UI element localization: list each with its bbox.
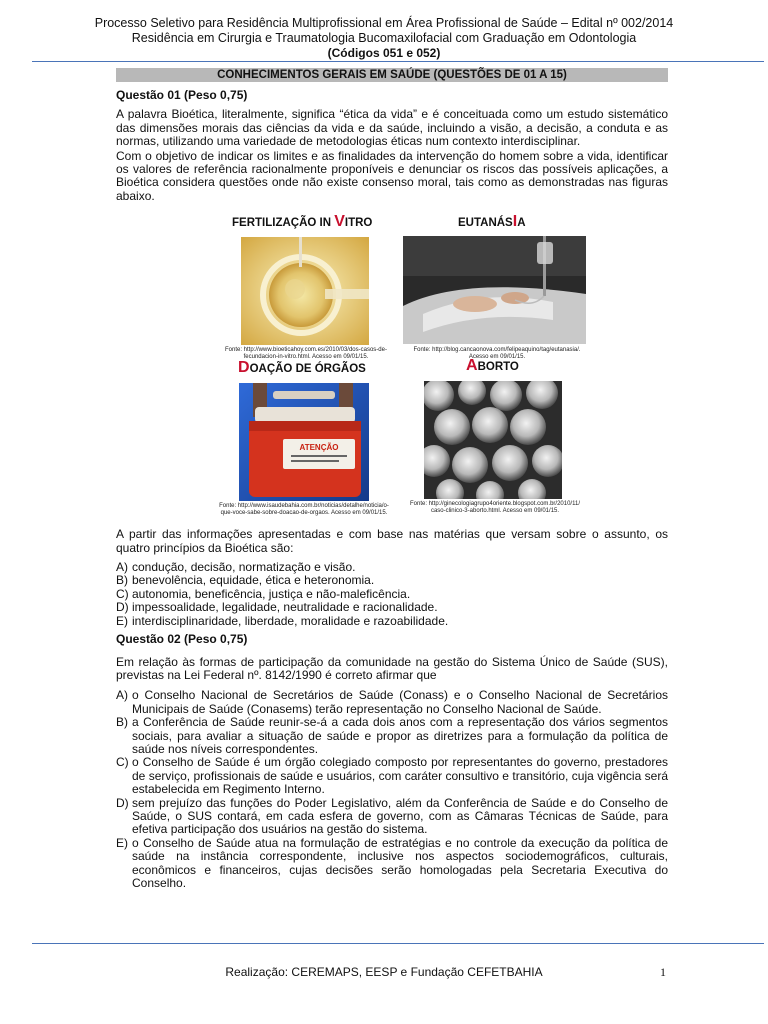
- header-line-3: (Códigos 051 e 052): [327, 46, 441, 60]
- question-1-option-c[interactable]: C) autonomia, beneficência, justiça e não-maleficência.: [116, 586, 411, 601]
- page-content: [116, 68, 668, 890]
- bioethics-figures: [116, 211, 668, 522]
- question-2-option-b[interactable]: B) a Conferência de Saúde reunir-se-á a cada dois anos com a representação dos vários segmentos sociais, para avaliar a situação de saúde e propor as diretrizes para a formulação da política de saúde nos níveis correspondentes.: [116, 715, 668, 756]
- question-1-options: [116, 561, 668, 628]
- abortion-image: [424, 381, 562, 499]
- euthanasia-image: [403, 236, 586, 344]
- fertilization-image: [241, 237, 369, 345]
- organ-donation-image: [239, 383, 369, 501]
- question-1-option-b[interactable]: B) benevolência, equidade, ética e heteronomia.: [116, 573, 375, 588]
- caption-doacao: DOAÇÃO DE ÓRGÃOS: [238, 359, 366, 377]
- question-2-option-c[interactable]: C) o Conselho de Saúde é um órgão colegiado composto por representantes do governo, prestadores de serviço, profissionais de saúde e usuários, com caráter consultivo e transitório, cuja vigência será estabelecida em Regimento Interno.: [116, 755, 668, 797]
- page-number: 1: [660, 965, 666, 979]
- caption-aborto: ABORTO: [466, 357, 519, 375]
- page-header: [0, 16, 768, 61]
- section-title: CONHECIMENTOS GERAIS EM SAÚDE (QUESTÕES DE 01 A 15): [116, 68, 668, 82]
- question-1-option-a[interactable]: A) condução, decisão, normatização e visão.: [116, 560, 356, 575]
- question-1-option-e[interactable]: E) interdisciplinaridade, liberdade, moralidade e razoabilidade.: [116, 613, 449, 628]
- question-2-stem: Em relação às formas de participação da comunidade na gestão do Sistema Único de Saúde (SUS), previstas na Lei Federal nº. 8142/1990 é correto afirmar que: [116, 654, 668, 682]
- question-2-option-a[interactable]: A) o Conselho Nacional de Secretários de Saúde (Conass) e o Conselho Nacional de Secretários Municipais de Saúde (Conasems) terão representação no Conselho Nacional de Saúde.: [116, 688, 668, 716]
- source-doacao: Fonte: http://www.isaudebahia.com.br/noticias/detalhe/noticia/o- que-voce-sabe-sobre-doacao-de-orgaos. Acesso em 09/01/15.: [219, 503, 389, 517]
- header-line-2: Residência em Cirurgia e Traumatologia Bucomaxilofacial com Graduação em Odontologia: [131, 31, 637, 45]
- question-2-title: Questão 02 (Peso 0,75): [116, 632, 248, 647]
- footer-text: Realização: CEREMAPS, EESP e Fundação CEFETBAHIA: [225, 965, 543, 979]
- header-divider: [32, 61, 764, 62]
- question-2-options: [116, 689, 668, 890]
- question-1-title: Questão 01 (Peso 0,75): [116, 88, 248, 102]
- question-1-stem: A partir das informações apresentadas e com base nas matérias que versam sobre o assunto, os quatro princípios da Bioética são:: [116, 527, 668, 555]
- question-1-paragraph-1: A palavra Bioética, literalmente, significa “ética da vida” e é conceituada como um estudo sistemático das dimensões morais das ciências da vida e da saúde, incluindo a visão, a decisão, a conduta e as normas, utilizando uma variedade de metodologias éticas num contexto interdisciplinar.: [116, 107, 668, 149]
- question-1-paragraph-2: Com o objetivo de indicar os limites e as finalidades da intervenção do homem sobre a vida, identificar os valores de referência racionalmente proponíveis e denunciar os riscos das possíveis aplicações, a Bioética considera questões onde não existe consenso moral, tais como as demonstradas nas figuras abaixo.: [116, 148, 668, 203]
- caption-fertilizacao: FERTILIZAÇÃO IN VITRO: [232, 213, 373, 231]
- source-fertilizacao: Fonte: http://www.bioeticahoy.com.es/2010/03/dos-casos-de- fecundacion-in-vitro.html. Acesso em 09/01/15.: [225, 347, 387, 361]
- source-aborto: Fonte: http://ginecologiagrupo4oriente.blogspot.com.br/2010/11/ caso-clinico-3-aborto.html. Acesso em 09/01/15.: [409, 501, 580, 515]
- footer-divider: [32, 943, 764, 944]
- caption-eutanasia: EUTANÁSIA: [458, 213, 526, 231]
- svg-text:ATENÇÃO: ATENÇÃO: [299, 443, 339, 453]
- header-line-1: Processo Seletivo para Residência Multiprofissional em Área Profissional de Saúde – Edital nº 002/2014: [94, 16, 674, 30]
- question-2-option-e[interactable]: E) o Conselho de Saúde atua na formulação de estratégias e no controle da execução da política de saúde na instância correspondente, inclusive nos aspectos sociodemográficos, culturais, econômicos e financeiros, cujas decisões serão homologadas pela Secretaria Executiva do Conselho.: [116, 835, 668, 890]
- source-eutanasia: Fonte: http://blog.cancaonova.com/felipeaquino/tag/eutanasia/. Acesso em 09/01/15.: [413, 347, 581, 361]
- question-2-option-d[interactable]: D) sem prejuízo das funções do Poder Legislativo, além da Conferência de Saúde e do Conselho de Saúde, o SUS contará, em cada esfera de governo, com as Câmaras Técnicas de Saúde, para efetiva participação dos usuários na gestão do sistema.: [116, 795, 668, 837]
- question-1-option-d[interactable]: D) impessoalidade, legalidade, neutralidade e racionalidade.: [116, 600, 438, 615]
